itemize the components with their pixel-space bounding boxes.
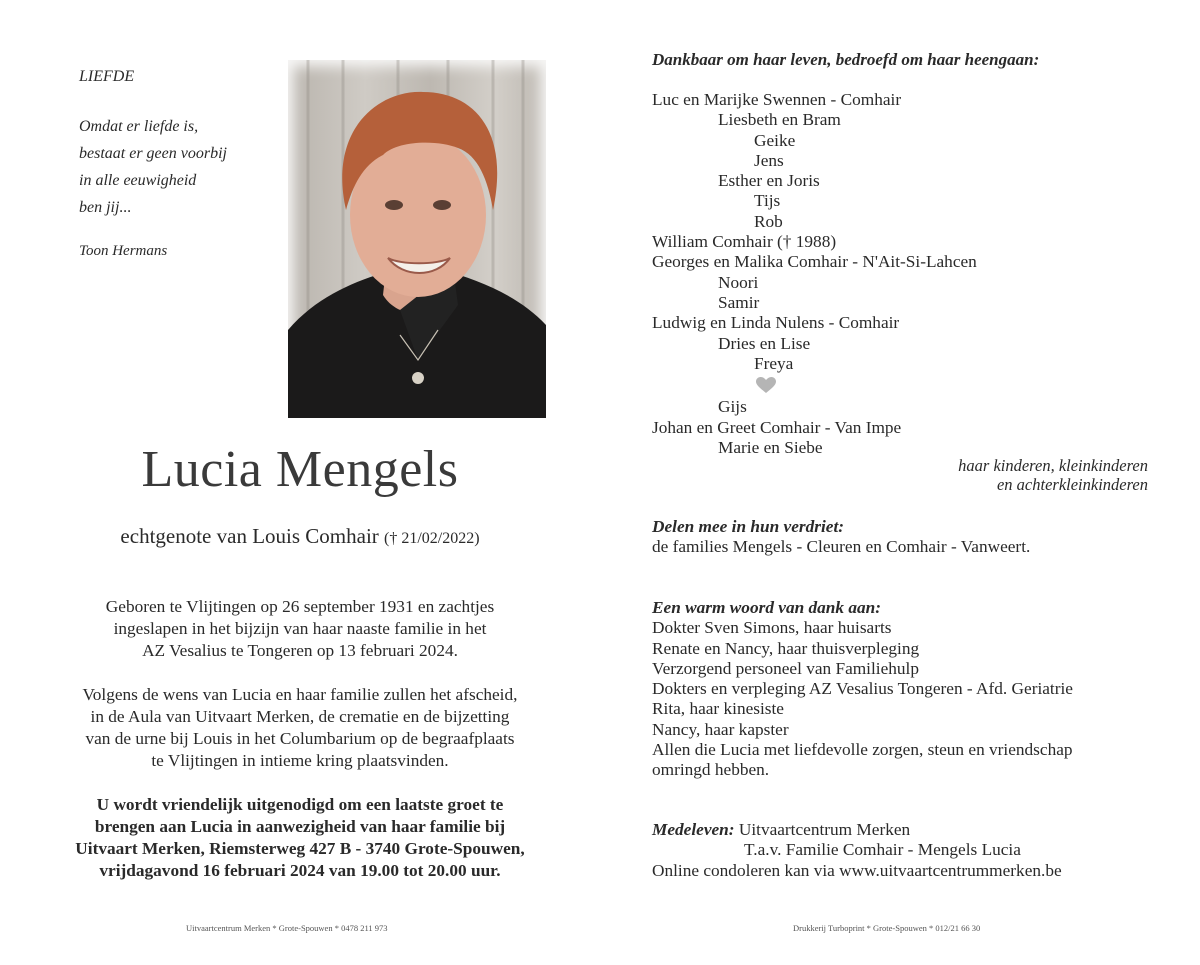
condolence-name: Uitvaartcentrum Merken — [738, 820, 911, 839]
family-member: William Comhair († 1988) — [652, 232, 837, 252]
text-line: U wordt vriendelijk uitgenodigd om een laatste groet te — [96, 795, 504, 814]
family-member: Gijs — [718, 397, 747, 417]
share-heading: Delen mee in hun verdriet: — [652, 517, 845, 536]
family-member: Jens — [754, 150, 784, 170]
text-line: Uitvaart Merken, Riemsterweg 427 B - 3740 Grote-Spouwen, — [75, 839, 525, 858]
thanks-item: Nancy, haar kapster — [652, 719, 789, 739]
family-list — [652, 90, 977, 458]
text-line: brengen aan Lucia in aanwezigheid van haar familie bij — [94, 817, 506, 836]
family-heading: Dankbaar om haar leven, bedroefd om haar heengaan: — [652, 50, 1040, 69]
condolence-label: Medeleven: — [652, 820, 735, 839]
footer-printer: Drukkerij Turboprint * Grote-Spouwen * 012/21 66 30 — [793, 923, 981, 933]
text-line: haar kinderen, kleinkinderen — [958, 456, 1148, 475]
text-line: van de urne bij Louis in het Columbarium op de begraafplaats — [85, 729, 515, 748]
family-member: Esther en Joris — [718, 171, 820, 191]
poem — [79, 113, 227, 221]
heart-icon — [652, 377, 977, 397]
thanks-heading: Een warm woord van dank aan: — [652, 598, 882, 617]
thanks-item: omringd hebben. — [652, 760, 770, 780]
family-member: Luc en Marijke Swennen - Comhair — [652, 90, 902, 109]
poem-line: bestaat er geen voorbij — [79, 145, 227, 162]
text-line: Geboren te Vlijtingen op 26 september 1931 en zachtjes — [105, 597, 495, 616]
family-closing — [800, 456, 1148, 494]
deceased-name: Lucia Mengels — [141, 441, 459, 498]
family-member: Noori — [718, 272, 759, 292]
family-member: Johan en Greet Comhair - Van Impe — [652, 417, 902, 437]
text-line: AZ Vesalius te Tongeren op 13 februari 2024. — [142, 641, 458, 660]
spouse-line — [0, 524, 600, 549]
text-line: ingeslapen in het bijzijn van haar naaste familie in het — [113, 619, 487, 638]
condolence-attn: T.a.v. Familie Comhair - Mengels Lucia — [744, 840, 1021, 860]
spouse-dates: († 21/02/2022) — [384, 530, 480, 547]
family-member: Liesbeth en Bram — [718, 110, 841, 130]
poem-line: Omdat er liefde is, — [79, 118, 199, 135]
poem-line: ben jij... — [79, 199, 132, 216]
poem-title: LIEFDE — [79, 68, 135, 85]
family-member: Dries en Lise — [718, 333, 811, 353]
footer-funeral-home: Uitvaartcentrum Merken * Grote-Spouwen * 0478 211 973 — [186, 923, 388, 933]
share-text: de families Mengels - Cleuren en Comhair - Vanweert. — [652, 537, 1031, 557]
thanks-item: Renate en Nancy, haar thuisverpleging — [652, 638, 920, 658]
thanks-item: Allen die Lucia met liefdevolle zorgen, steun en vriendschap — [652, 740, 1073, 760]
family-member: Geike — [754, 130, 796, 150]
poem-author: Toon Hermans — [79, 243, 168, 259]
thanks-item: Verzorgend personeel van Familiehulp — [652, 658, 919, 678]
text-line: vrijdagavond 16 februari 2024 van 19.00 tot 20.00 uur. — [99, 861, 501, 880]
poem-line: in alle eeuwigheid — [79, 172, 197, 189]
family-member: Georges en Malika Comhair - N'Ait-Si-Lahcen — [652, 252, 977, 272]
thanks-item: Dokter Sven Simons, haar huisarts — [652, 618, 892, 638]
farewell-paragraph — [40, 684, 560, 772]
text-line: in de Aula van Uitvaart Merken, de crematie en de bijzetting — [90, 707, 510, 726]
thanks-section — [652, 598, 1073, 781]
family-member: Tijs — [754, 191, 781, 211]
spouse-text: echtgenote van Louis Comhair — [120, 524, 379, 548]
family-member: Marie en Siebe — [718, 438, 823, 458]
family-member: Ludwig en Linda Nulens - Comhair — [652, 313, 900, 333]
family-member: Freya — [754, 353, 794, 373]
portrait-photo — [288, 60, 546, 418]
thanks-item: Rita, haar kinesiste — [652, 699, 784, 719]
family-member: Rob — [754, 211, 783, 231]
text-line: en achterkleinkinderen — [996, 475, 1148, 494]
family-member: Samir — [718, 292, 760, 312]
condolence-section — [652, 820, 1062, 881]
text-line: Volgens de wens van Lucia en haar familie zullen het afscheid, — [82, 685, 518, 704]
share-section — [652, 517, 1030, 558]
condolence-online: Online condoleren kan via www.uitvaartcentrummerken.be — [652, 860, 1062, 880]
text-line: te Vlijtingen in intieme kring plaatsvinden. — [151, 751, 449, 770]
birth-paragraph — [40, 596, 560, 662]
thanks-item: Dokters en verpleging AZ Vesalius Tongeren - Afd. Geriatrie — [652, 679, 1073, 699]
invitation-paragraph — [40, 794, 560, 882]
